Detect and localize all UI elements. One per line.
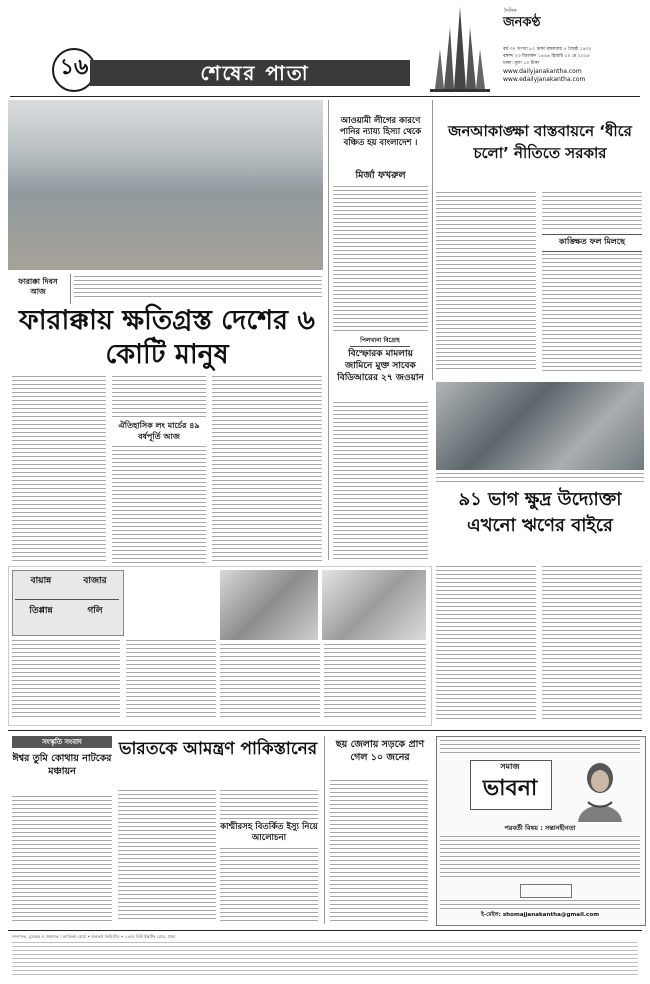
samaj-intro [440, 740, 640, 754]
gallery-caption [220, 644, 320, 720]
sme-headline: ৯১ ভাগ ক্ষুদ্র উদ্যোক্তা এখনো ঋণের বাইরে [458, 489, 622, 536]
india-subheadline: কাশ্মীরসহ বিতর্কিত ইস্যু নিয়ে আলোচনা [220, 822, 318, 843]
section-title: শেষের পাতা [200, 61, 310, 85]
footer-imprint: সম্পাদক, মুদ্রাকর ও প্রকাশক : আতিকা রোমা • জনকণ্ঠ লিমিটেড • ২৪/এ নিউ ইস্কাটন রোড, ঢাকা [12, 934, 176, 939]
farakka-body-col-2b [112, 446, 206, 564]
date-line-1: বর্ষ ৩০ সংখ্যা ৮০ ঢাকা মঙ্গলবার ৫ জ্যৈষ্ঠ ১৪৩২ [503, 47, 592, 52]
farakka-body-col-3 [212, 376, 322, 564]
accident-headline: ছয় জেলায় সড়কে প্রাণ গেল ১০ জনের [335, 739, 425, 763]
gallery-photo-2 [322, 570, 426, 640]
gallery-body [324, 644, 426, 720]
column-divider-2 [432, 100, 433, 380]
farakka-photo-caption [74, 276, 322, 300]
website-2[interactable]: www.edailyjanakantha.com [503, 76, 586, 83]
newspaper-name: জনকণ্ঠ [503, 15, 541, 30]
india-body-col-2b [220, 848, 318, 922]
bazar-logo-divider [15, 599, 119, 600]
awami-byline: মির্জা ফখরুল [355, 170, 406, 181]
india-headline: ভারতকে আমন্ত্রণ পাকিস্তানের [118, 739, 318, 759]
culture-label: সংস্কৃতি সংবাদ [42, 738, 82, 746]
samaj-title-big: ভাবনা [482, 776, 538, 801]
samaj-note-box [520, 884, 572, 898]
bazar-body-col-2 [126, 640, 216, 720]
bazar-logo [12, 570, 124, 636]
bazar-logo-line-3: তিপ্পান্ন [29, 606, 53, 616]
sme-body-col-1 [436, 566, 536, 722]
culture-body [12, 796, 112, 922]
page-number: ১৬ [59, 55, 89, 80]
farakka-photo [8, 100, 323, 270]
masthead [0, 0, 650, 108]
farakka-body-col-2 [112, 376, 206, 418]
footer-rule [8, 930, 642, 931]
awami-body [333, 186, 428, 331]
janakankha-body-col-2b [542, 254, 642, 372]
samaj-email[interactable]: ই-মেইল: shomajjanakantha@gmail.com [480, 912, 600, 918]
bottom-rule [8, 730, 642, 731]
accident-body-col-1 [330, 780, 428, 922]
farakka-photo-label: ফারাক্কা দিবস আজ [18, 277, 58, 296]
samaj-illustration [560, 758, 638, 822]
janakankha-body-col-2a [542, 192, 642, 232]
farakka-body-col-1 [12, 376, 106, 564]
bazar-logo-line-2: বাজার [83, 576, 107, 586]
samaj-body [440, 836, 640, 880]
masthead-rule [10, 96, 640, 97]
bazar-logo-line-4: গলি [87, 606, 103, 616]
footer-imprint-lines [12, 942, 638, 976]
date-line-3: ঢাকা: মূল্য ১০ টাকা [503, 61, 540, 66]
website-1[interactable]: www.dailyjanakantha.com [503, 68, 582, 75]
culture-headline: ঈশ্বর তুমি কোথায় নাটকের মঞ্চায়ন [12, 753, 112, 777]
farakka-headline: ফারাক্কায় ক্ষতিগ্রস্ত দেশের ৬ কোটি মানুষ [19, 305, 315, 370]
bazar-body-col-1 [12, 640, 120, 720]
samaj-title-small: সমাজ [500, 762, 520, 771]
pilkhana-kicker: পিলখানা বিদ্রোহ [360, 337, 400, 344]
janakankha-headline: জনআকাঙ্ক্ষা বাস্তবায়নে ‘ধীরে চলো’ নীতিতে সরকার [448, 122, 632, 162]
janakankha-body-col-1 [436, 192, 536, 372]
pilkhana-body [333, 402, 428, 562]
sme-body-col-2 [542, 566, 642, 722]
farakka-subheading: ঐতিহাসিক লং মার্চের ৪৯ বর্ষপূর্তি আজ [118, 421, 200, 441]
gallery-photo-1 [220, 570, 318, 640]
janakankha-box-label: কাঙ্ক্ষিত ফল মিলছে [559, 237, 625, 246]
india-body-col-2 [220, 790, 318, 820]
awami-headline: আওয়ামী লীগের কারণে পানির ন্যায্য হিস্যা থেকে বঞ্চিত হয় বাংলাদেশ । [339, 115, 422, 147]
samaj-topic: পরবর্তী বিষয় : সন্তানহীনতা [504, 824, 576, 832]
bazar-logo-line-1: বায়ান্ন [30, 576, 52, 586]
date-line-2: বঙ্গাব্দ ২৩ জিলকদ ১৪৪৬ হিজরি ২০ মে ২০২৫ [503, 54, 590, 59]
column-divider-3 [324, 736, 325, 924]
pilkhana-headline: বিস্ফোরক মামলায় জামিনে মুক্ত সাবেক বিডিআরের ২৭ জওয়ান [337, 349, 424, 383]
monument-logo [430, 5, 490, 93]
sme-photo-caption [436, 473, 644, 483]
india-body-col-1 [118, 790, 216, 922]
newspaper-small-label: দৈনিক [504, 8, 517, 14]
sme-meeting-photo [436, 382, 644, 470]
samaj-address [440, 900, 640, 910]
column-divider-1 [328, 100, 329, 560]
